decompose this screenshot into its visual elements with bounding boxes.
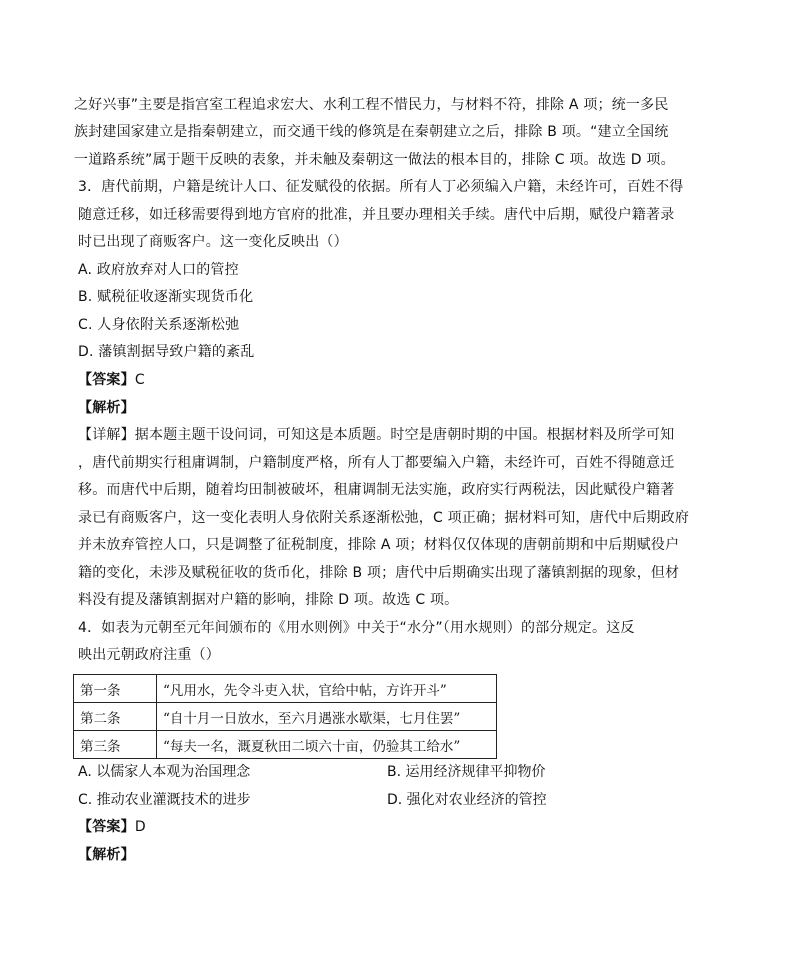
prev-explain-line-1: 之好兴事”主要是指宫室工程追求宏大、水利工程不惜民力，与材料不符，排除 A 项；统一多民 bbox=[74, 97, 669, 113]
q4-option-d: D. 强化对农业经济的管控 bbox=[387, 792, 547, 808]
table-row bbox=[74, 675, 497, 703]
q3-detail-line-4: 录已有商贩客户，这一变化表明人身依附关系逐渐松弛，C 项正确；据材料可知，唐代中后期政府 bbox=[78, 510, 690, 526]
q3-option-c: C. 人身依附关系逐渐松弛 bbox=[78, 317, 240, 333]
table-cell-rule: “凡用水，先令斗吏入状，官给中帖，方许开斗” bbox=[157, 675, 497, 703]
table-cell-article: 第二条 bbox=[74, 703, 157, 731]
q3-analysis-label: 【解析】 bbox=[78, 400, 135, 416]
q4-option-c: C. 推动农业灌溉技术的进步 bbox=[78, 792, 251, 808]
q4-analysis-label: 【解析】 bbox=[78, 847, 135, 863]
q3-option-d: D. 藩镇割据导致户籍的紊乱 bbox=[78, 344, 255, 360]
q3-answer bbox=[78, 370, 145, 390]
answer-value: D bbox=[134, 819, 146, 835]
q3-detail-line-3: 移。而唐代中后期，随着均田制被破坏，租庸调制无法实施，政府实行两税法，因此赋役户籍著 bbox=[78, 482, 675, 498]
answer-label: 【答案】 bbox=[78, 819, 135, 835]
q3-stem-line-2: 随意迁移，如迁移需要得到地方官府的批准，并且要办理相关手续。唐代中后期，赋役户籍著录 bbox=[78, 207, 675, 223]
q3-detail-line-1: 【详解】据本题主题干设问词，可知这是本质题。时空是唐朝时期的中国。根据材料及所学可知 bbox=[78, 427, 675, 443]
q3-stem-line-1: 3．唐代前期，户籍是统计人口、征发赋役的依据。所有人丁必须编入户籍，未经许可，百姓不得 bbox=[78, 179, 684, 195]
water-rules-table bbox=[73, 674, 497, 759]
table-row bbox=[74, 703, 497, 731]
table-row bbox=[74, 731, 497, 759]
q4-answer bbox=[78, 817, 146, 837]
prev-explain-line-3: 一道路系统”属于题干反映的表象，并未触及秦朝这一做法的根本目的，排除 C 项。故选 D 项。 bbox=[74, 152, 675, 168]
q3-detail-line-6: 籍的变化，未涉及赋税征收的货币化，排除 B 项；唐代中后期确实出现了藩镇割据的现象，但材 bbox=[78, 565, 680, 581]
q3-option-a: A. 政府放弃对人口的管控 bbox=[78, 262, 239, 278]
answer-label: 【答案】 bbox=[78, 372, 135, 388]
table-cell-article: 第三条 bbox=[74, 731, 157, 759]
answer-value: C bbox=[134, 372, 145, 388]
q4-stem-line-1: 4．如表为元朝至元年间颁布的《用水则例》中关于“水分”（用水规则）的部分规定。这反 bbox=[78, 620, 635, 636]
q3-option-b: B. 赋税征收逐渐实现货币化 bbox=[78, 289, 254, 305]
table-cell-rule: “自十月一日放水，至六月遇涨水歇渠，七月住罢” bbox=[157, 703, 497, 731]
q4-stem-line-2: 映出元朝政府注重（） bbox=[78, 647, 220, 663]
q4-option-a: A. 以儒家人本观为治国理念 bbox=[78, 764, 251, 780]
table-cell-article: 第一条 bbox=[74, 675, 157, 703]
q3-stem-line-3: 时已出现了商贩客户。这一变化反映出（） bbox=[78, 234, 348, 250]
q3-detail-line-2: ，唐代前期实行租庸调制，户籍制度严格，所有人丁都要编入户籍，未经许可，百姓不得随意迁 bbox=[78, 455, 675, 471]
q4-option-b: B. 运用经济规律平抑物价 bbox=[387, 764, 546, 780]
table-cell-rule: “每夫一名，溉夏秋田二顷六十亩，仍验其工给水” bbox=[157, 731, 497, 759]
q3-detail-line-7: 料没有提及藩镇割据对户籍的影响，排除 D 项。故选 C 项。 bbox=[78, 592, 459, 608]
prev-explain-line-2: 族封建国家建立是指秦朝建立，而交通干线的修筑是在秦朝建立之后，排除 B 项。“建立全国统 bbox=[74, 124, 669, 140]
q3-detail-line-5: 并未放弃管控人口，只是调整了征税制度，排除 A 项；材料仅仅体现的唐朝前期和中后期赋役户 bbox=[78, 537, 680, 553]
